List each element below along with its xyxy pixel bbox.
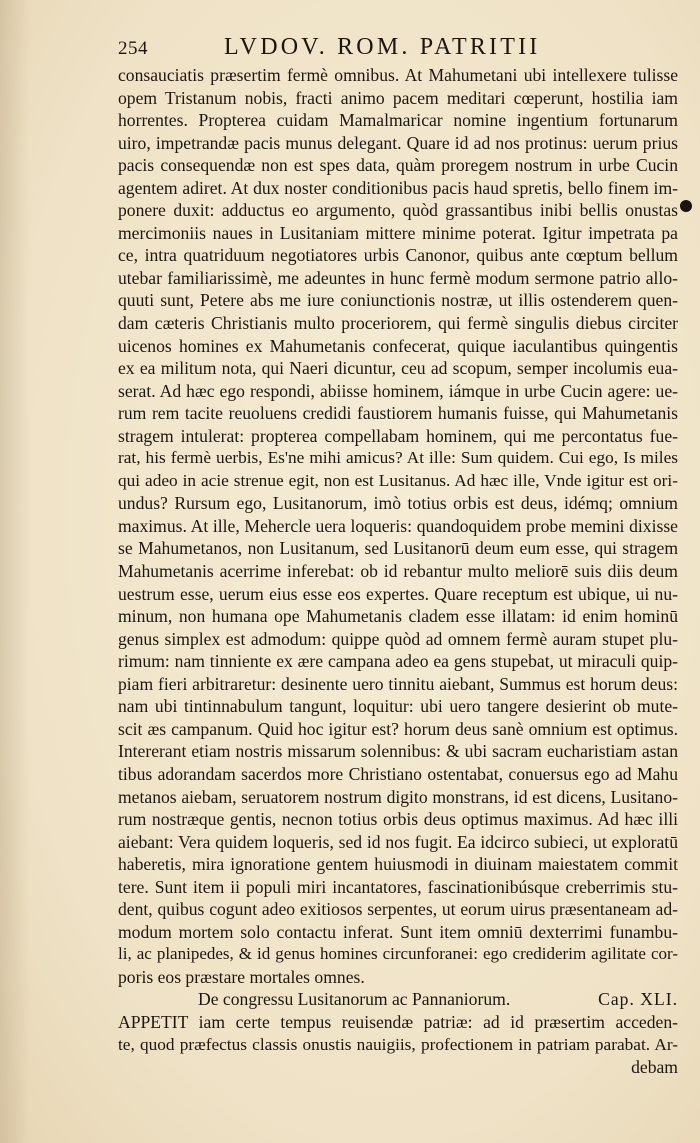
text-line: aiebant: Vera quidem loqueris, sed id nos fugit. Ea idcirco subieci, ut exploratū	[118, 831, 678, 852]
text-line: quuti sunt, Petere abs me iure coniunctionis nostræ, ut illis ostenderem quen-	[118, 290, 678, 311]
text-line: se Mahumetanos, non Lusitanum, sed Lusitanorū deum eum esse, qui stragem	[118, 538, 678, 559]
text-line: uiro, impetrandæ pacis munus delegant. Quare id ad nos protinus: uerum prius	[118, 132, 678, 153]
text-line: dent, quibus cogunt adeo exitiosos serpentes, ut eorum uirus præsentaneam ad-	[118, 899, 678, 920]
chapter-title: De congressu Lusitanorum ac Pannaniorum.	[198, 989, 511, 1010]
text-line: scit æs campanum. Quid hoc igitur est? horum deus sanè omnium est optimus.	[118, 718, 678, 739]
catchword: debam	[631, 1057, 678, 1078]
text-line: li, ac planipedes, & id genus homines circunforanei: ego crediderim agilitate cor-	[118, 944, 678, 964]
text-line: serat. Ad hæc ego respondi, abiisse hominem, iámque in urbe Cucin agere: ue-	[118, 380, 678, 401]
text-line: dam cæteris Christianis multo proceriorem, qui fermè singulis diebus circiter	[118, 313, 678, 334]
text-line: pacis consequendæ non est spes data, quàm proregem nostrum in urbe Cucin	[118, 155, 678, 176]
page-number: 254	[118, 38, 148, 59]
text-line: tere. Sunt item ii populi miri incantatores, fascinationibúsque creberrimis stu-	[118, 876, 678, 897]
text-line: uicenos homines ex Mahumetanis confecerat, quique iaculantibus quingentis	[118, 335, 678, 356]
text-line: qui adeo in acie strenue egit, non est Lusitanus. Ad hæc ille, Vnde igitur est ori-	[118, 470, 678, 490]
body-text	[118, 64, 678, 1079]
text-line: rum nostræque gentis, necnon totius orbis deus optimus maximus. Ad hæc illi	[118, 809, 678, 830]
text-line: mercimoniis naues in Lusitaniam mittere minime poterat. Igitur impetrata pa	[118, 222, 678, 243]
text-line: rat, his fermè uerbis, Es'ne mihi amicus? At ille: Sum quidem. Cui ego, Is miles	[118, 448, 678, 468]
chapter-number: Cap. XLI.	[598, 989, 678, 1010]
text-line: poris eos præstare mortales omnes.	[118, 966, 365, 987]
text-line: minum, non humana ope Mahumetanis cladem esse illatam: id enim hominū	[118, 606, 678, 627]
text-line: consauciatis præsertim fermè omnibus. At Mahumetani ubi intellexere tulisse	[118, 65, 678, 85]
text-line: undus? Rursum ego, Lusitanorum, imò totius orbis est deus, idémq; omnium	[118, 493, 678, 514]
text-line: metanos aiebam, seruatorem nostrum digito monstrans, id est dicens, Lusitano-	[118, 786, 678, 807]
text-line: ponere duxit: adductus eo argumento, quòd grassantibus inibi bellis onustas	[118, 200, 678, 221]
text-line: rimum: nam tinniente ex ære campana adeo ea gens stupebat, ut miraculi quip-	[118, 651, 678, 672]
text-line: piam fieri arbitraretur: desinente uero tinnitu aiebant, Summus est horum deus:	[118, 673, 678, 694]
running-title: LVDOV. ROM. PATRITII	[224, 34, 541, 60]
text-line: uestrum esse, uerum eius esse eos expertes. Quare receptum est ubique, ui nu-	[118, 583, 678, 604]
text-line: genus simplex est admodum: quippe quòd ad omnem fermè auram stupet plu-	[118, 628, 678, 649]
text-line: opem Tristanum nobis, fracti animo pacem meditari cœperunt, hostilia iam	[118, 87, 678, 108]
chapter-heading	[118, 988, 678, 1011]
text-line: Mahumetanis acerrime inferebat: ob id rebantur multo meliorē suis diis deum	[118, 561, 678, 582]
text-line: ex ea militum nota, qui Naeri dicuntur, ceu ad scopum, semper incolumis eua-	[118, 358, 678, 379]
text-line: modum mortem solo contactu inferat. Sunt item omniū dexterrimi funambu-	[118, 921, 678, 942]
gutter-shadow	[0, 0, 30, 1143]
chapter-text-line: te, quod præfectus classis onustis nauigiis, profectionem in patriam parabat. Ar-	[118, 1034, 678, 1054]
text-line: nam ubi tintinnabulum tangunt, loquitur: ubi uero tangere desierint ob mute-	[118, 696, 678, 717]
margin-ink-dot	[680, 200, 692, 212]
text-line: stragem intulerat: propterea compellabam hominem, qui me percontatus fue-	[118, 425, 678, 446]
text-line: ce, intra quatriduum negotiatores urbis Canonor, quibus ante cœptum bellum	[118, 245, 678, 266]
chapter-text-line: APPETIT iam certe tempus reuisendæ patriæ: ad id præsertim acceden-	[118, 1011, 678, 1032]
page-header	[118, 34, 678, 64]
text-line: tibus adorandam sacerdos more Christiano ostentabat, conuersus ego ad Mahu	[118, 763, 678, 784]
text-line: rum rem tacite reuoluens credidi faustiorem humanis fuisse, qui Mahumetanis	[118, 403, 678, 424]
text-line: Intererant etiam nostris missarum solennibus: & ubi sacram eucharistiam astan	[118, 741, 678, 762]
text-line: horrentes. Propterea cuidam Mamalmaricar nomine ingentium fortunarum	[118, 110, 678, 131]
text-line: utebar familiarissimè, me adeuntes in hunc fermè modum sermone patrio allo-	[118, 267, 678, 288]
text-line: haberetis, mira ignoratione gentem huiusmodi in diuinam maiestatem commit	[118, 854, 678, 875]
text-line: agentem adiret. At dux noster conditionibus pacis haud spretis, bello finem im-	[118, 177, 678, 198]
text-line: maximus. At ille, Mehercle uera loqueris: quandoquidem probe memini dixisse	[118, 515, 678, 536]
